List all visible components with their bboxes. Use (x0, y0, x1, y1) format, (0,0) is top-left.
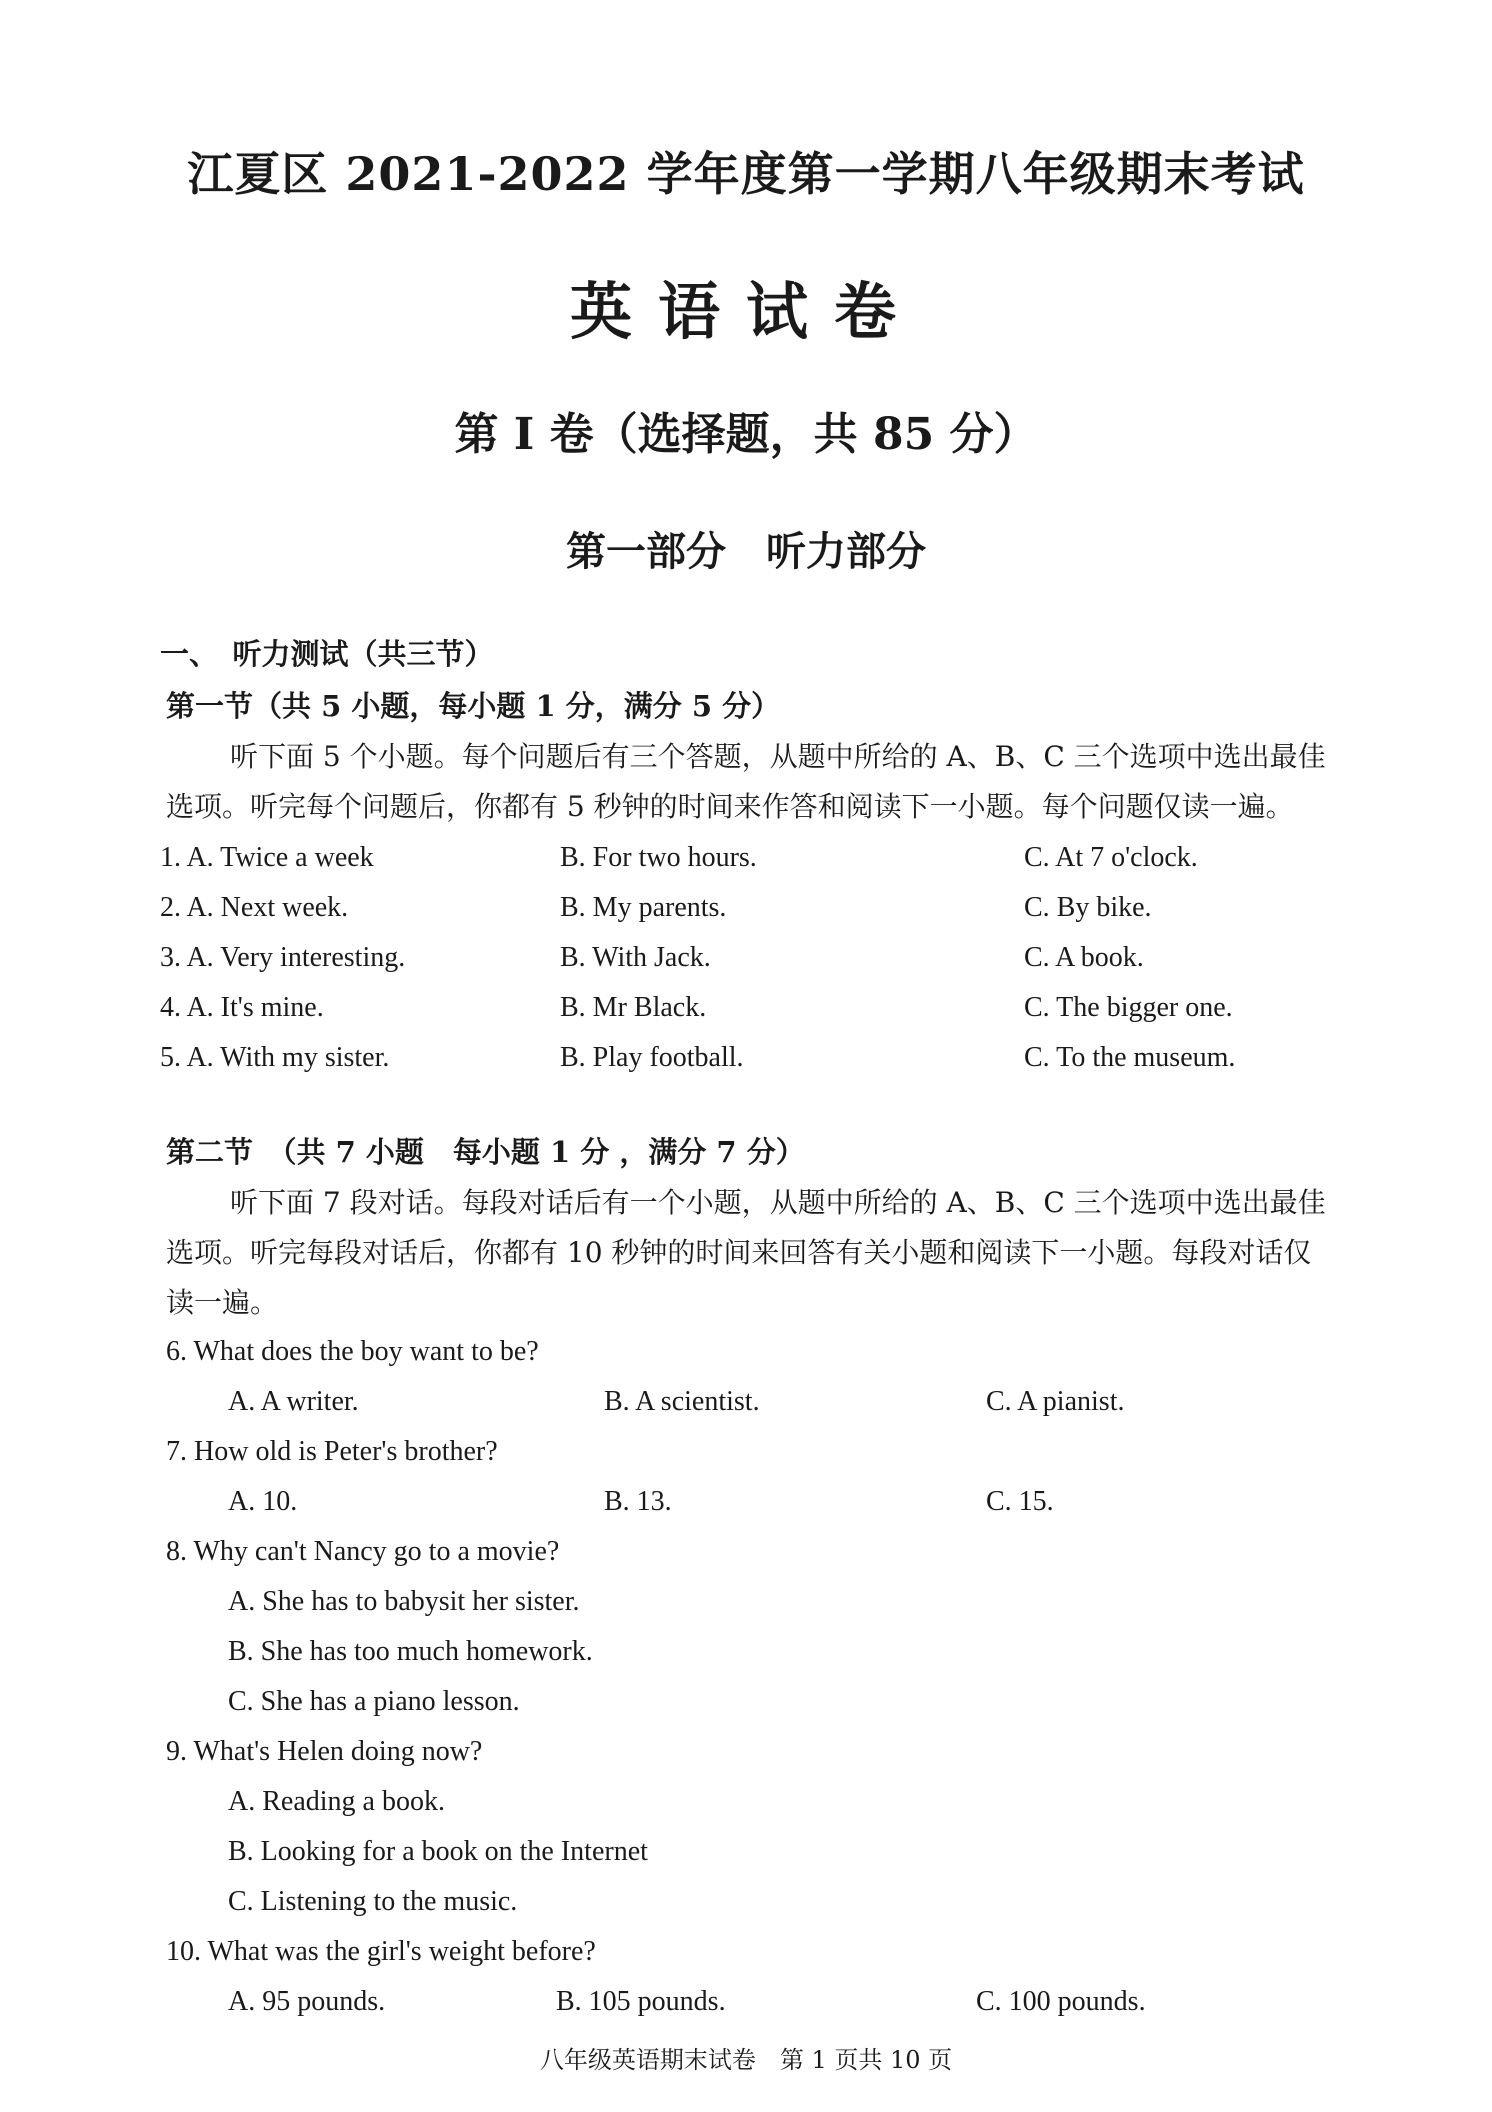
part-heading: 第一部分 听力部分 (566, 528, 926, 575)
section1-instruction-line2: 选项。听完每个问题后，你都有 5 秒钟的时间来作答和阅读下一小题。每个问题仅读一遍。 (166, 790, 1294, 823)
q6-stem: 6. What does the boy want to be? (166, 1336, 539, 1367)
section1-instruction-line1: 听下面 5 个小题。每个问题后有三个答题，从题中所给的 A、B、C 三个选项中选出最佳 (230, 740, 1326, 773)
q10-option-a: A. 95 pounds. (228, 1986, 386, 2017)
q3-option-a: 3. A. Very interesting. (160, 942, 406, 973)
listening-heading: 一、 听力测试（共三节） (160, 637, 494, 671)
q7-stem: 7. How old is Peter's brother? (166, 1436, 498, 1467)
exam-subject: 英语试卷 (569, 275, 922, 348)
q1-option-b: B. For two hours. (560, 842, 757, 873)
q8-option-b: B. She has too much homework. (228, 1636, 593, 1667)
q9-option-a: A. Reading a book. (228, 1786, 445, 1817)
q4-option-c: C. The bigger one. (1024, 992, 1233, 1023)
q10-option-c: C. 100 pounds. (976, 1986, 1146, 2017)
q10-stem: 10. What was the girl's weight before? (166, 1936, 596, 1967)
page-footer: 八年级英语期末试卷 第 1 页共 10 页 (539, 2046, 953, 2074)
q9-option-b: B. Looking for a book on the Internet (228, 1836, 648, 1867)
q10-option-b: B. 105 pounds. (556, 1986, 726, 2017)
q5-option-b: B. Play football. (560, 1042, 744, 1073)
q1-option-a: 1. A. Twice a week (160, 842, 374, 873)
q2-option-b: B. My parents. (560, 892, 727, 923)
q2-option-c: C. By bike. (1024, 892, 1152, 923)
q3-option-b: B. With Jack. (560, 942, 711, 973)
q6-option-a: A. A writer. (228, 1386, 359, 1417)
q7-option-b: B. 13. (604, 1486, 672, 1517)
section2-instruction-line3: 读一遍。 (166, 1286, 279, 1319)
q7-option-a: A. 10. (228, 1486, 298, 1517)
q6-option-b: B. A scientist. (604, 1386, 760, 1417)
q8-option-a: A. She has to babysit her sister. (228, 1586, 580, 1617)
q4-option-a: 4. A. It's mine. (160, 992, 324, 1023)
exam-title: 江夏区 2021-2022 学年度第一学期八年级期末考试 (187, 147, 1305, 201)
q5-option-a: 5. A. With my sister. (160, 1042, 390, 1073)
q8-stem: 8. Why can't Nancy go to a movie? (166, 1536, 560, 1567)
section2-heading: 第二节 （共 7 小题 每小题 1 分 ，满分 7 分） (166, 1135, 805, 1169)
section2-instruction-line2: 选项。听完每段对话后，你都有 10 秒钟的时间来回答有关小题和阅读下一小题。每段对话仅 (166, 1236, 1312, 1269)
q7-option-c: C. 15. (986, 1486, 1054, 1517)
q5-option-c: C. To the museum. (1024, 1042, 1236, 1073)
q8-option-c: C. She has a piano lesson. (228, 1686, 520, 1717)
section2-instruction-line1: 听下面 7 段对话。每段对话后有一个小题，从题中所给的 A、B、C 三个选项中选出最佳 (230, 1186, 1326, 1219)
q9-stem: 9. What's Helen doing now? (166, 1736, 483, 1767)
section1-heading: 第一节（共 5 小题，每小题 1 分，满分 5 分） (166, 689, 781, 723)
volume-heading: 第 I 卷（选择题，共 85 分） (454, 409, 1038, 460)
q1-option-c: C. At 7 o'clock. (1024, 842, 1198, 873)
q4-option-b: B. Mr Black. (560, 992, 707, 1023)
q3-option-c: C. A book. (1024, 942, 1144, 973)
q2-option-a: 2. A. Next week. (160, 892, 349, 923)
q6-option-c: C. A pianist. (986, 1386, 1125, 1417)
q9-option-c: C. Listening to the music. (228, 1886, 518, 1917)
